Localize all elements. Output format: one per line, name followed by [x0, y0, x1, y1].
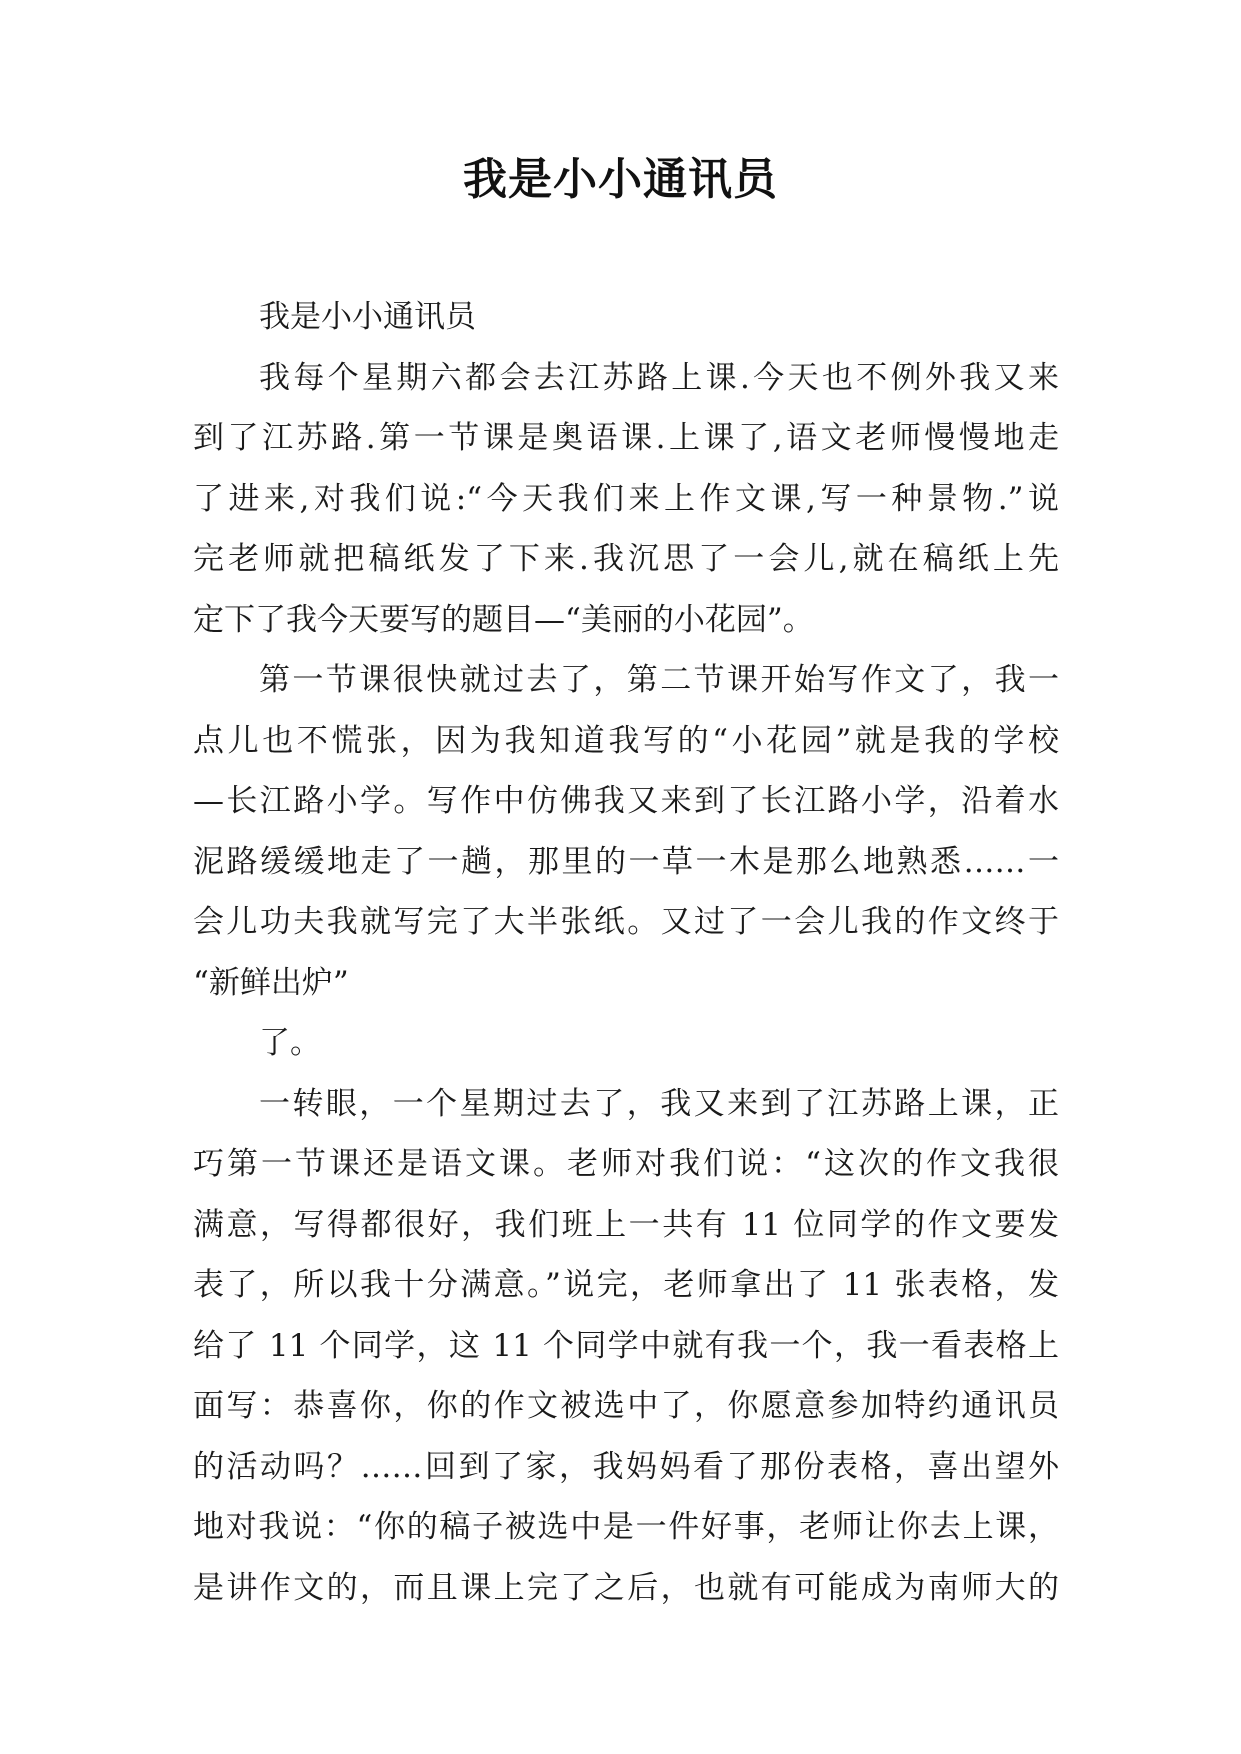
text-line: 了。	[259, 1025, 321, 1061]
text-line: 是讲作文的，而且课上完了之后，也就有可能成为南师大的	[193, 1569, 1059, 1606]
text-line: 的活动吗？……回到了家，我妈妈看了那份表格，喜出望外	[193, 1448, 1059, 1485]
text-line: 到了江苏路.第一节课是奥语课.上课了,语文老师慢慢地走	[193, 420, 1059, 456]
text-line: —长江路小学。写作中仿佛我又来到了长江路小学，沿着水	[193, 783, 1059, 819]
document-title: 我是小小通讯员	[463, 154, 778, 205]
text-line: 会儿功夫我就写完了大半张纸。又过了一会儿我的作文终于	[193, 904, 1059, 940]
text-line: 给了 11 个同学，这 11 个同学中就有我一个，我一看表格上	[193, 1327, 1059, 1364]
text-line: 表了，所以我十分满意。”说完，老师拿出了 11 张表格，发	[193, 1267, 1059, 1303]
text-line: 满意，写得都很好，我们班上一共有 11 位同学的作文要发	[193, 1206, 1059, 1243]
text-line: 点儿也不慌张，因为我知道我写的“小花园”就是我的学校	[193, 722, 1059, 759]
document-body	[193, 287, 1059, 1618]
text-line: 地对我说：“你的稿子被选中是一件好事，老师让你去上课，	[193, 1509, 1059, 1545]
text-line: 面写：恭喜你，你的作文被选中了，你愿意参加特约通讯员	[193, 1388, 1059, 1424]
text-line: 巧第一节课还是语文课。老师对我们说：“这次的作文我很	[193, 1146, 1059, 1182]
text-line: 泥路缓缓地走了一趟，那里的一草一木是那么地熟悉……一	[193, 843, 1059, 880]
text-line: 完老师就把稿纸发了下来.我沉思了一会儿,就在稿纸上先	[193, 541, 1059, 577]
text-line: 我每个星期六都会去江苏路上课.今天也不例外我又来	[259, 359, 1059, 396]
text-line: “新鲜出炉”	[193, 964, 349, 1001]
text-line: 定下了我今天要写的题目—“美丽的小花园”。	[193, 601, 814, 638]
text-line: 第一节课很快就过去了，第二节课开始写作文了，我一	[259, 662, 1059, 698]
text-line: 一转眼，一个星期过去了，我又来到了江苏路上课，正	[259, 1085, 1059, 1122]
text-line: 我是小小通讯员	[259, 299, 476, 335]
text-line: 了进来,对我们说:“今天我们来上作文课,写一种景物.”说	[193, 480, 1059, 517]
